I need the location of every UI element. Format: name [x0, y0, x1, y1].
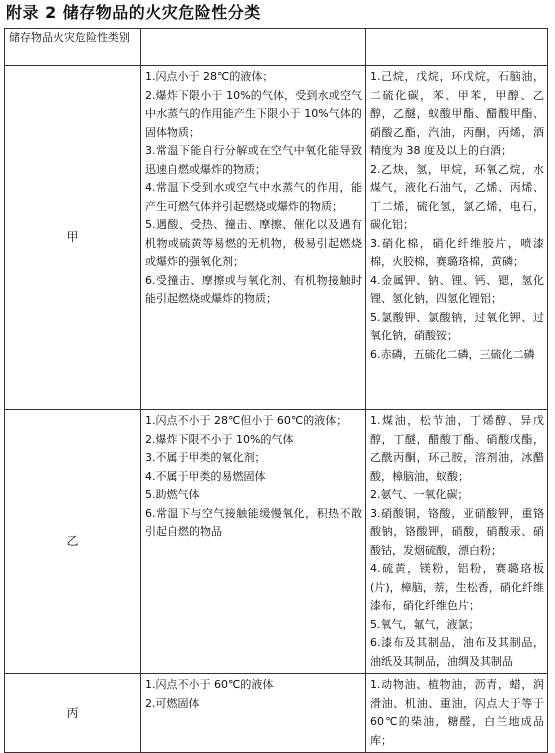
category-cell: 乙: [5, 410, 141, 674]
example-item: 4.硫黄，镁粉，铝粉，赛璐珞板(片)，樟脑，萘，生松香，硝化纤维漆布，硝化纤维色片；: [370, 562, 544, 612]
header-examples-cell: [366, 29, 548, 66]
characteristics-cell: [141, 410, 366, 674]
characteristic-item: 6.受撞击、摩擦或与氧化剂、有机物接触时能引起燃烧或爆炸的物质；: [145, 273, 362, 305]
characteristic-item: 1.闪点不小于 28℃但小于 60℃的液体；: [145, 414, 348, 427]
characteristic-item: 3.不属于甲类的氧化剂；: [145, 451, 266, 464]
example-item: 3.硝化棉，硝化纤维胶片，喷漆棉，火胶棉，赛璐珞棉，黄磷；: [370, 236, 544, 268]
example-item: 6.赤磷，五硫化二磷，三硫化二磷: [370, 347, 535, 361]
examples-cell: [366, 66, 548, 410]
example-item: 1.己烷，戊烷，环戊烷，石脑油，二硫化碳，苯、甲苯，甲醇、乙醇，乙醚，蚁酸甲酯、醋酸甲酯、硝酸乙酯，汽油，丙酮，丙烯，酒精度为 38 度及以上的白酒；: [370, 70, 544, 157]
characteristic-item: 3.常温下能自行分解或在空气中氧化能导致迅速自燃或爆炸的物质；: [145, 144, 362, 176]
example-item: 5.氧气，氟气，液氯；: [370, 617, 480, 631]
table-row: [5, 674, 548, 753]
category-cell: 甲: [5, 66, 141, 410]
characteristic-item: 2.爆炸下限小于 10%的气体，受到水或空气中水蒸气的作用能产生下限小于 10%气体的固体物质；: [145, 88, 362, 139]
page-title: 附录 2 储存物品的火灾危险性分类: [6, 3, 261, 22]
header-characteristics-cell: [141, 29, 366, 66]
table-row: [5, 410, 548, 674]
example-item: 2.氨气、一氧化碳；: [370, 488, 469, 501]
example-item: 1.煤油，松节油，丁烯醇、异戊醇，丁醚，醋酸丁酯、硝酸戊酯，乙酰丙酮，环己胺，溶剂油，冰醋酸，樟脑油，蚁酸；: [370, 414, 544, 483]
characteristic-item: 2.爆炸下限不小于 10%的气体: [145, 432, 294, 446]
characteristic-item: 5.遇酸、受热、撞击、摩擦、催化以及遇有机物或硫黄等易燃的无机物，极易引起燃烧或爆炸的强氧化剂；: [145, 218, 362, 268]
characteristic-item: 1.闪点不小于 60℃的液体: [145, 678, 274, 691]
category-cell: 丙: [5, 674, 141, 753]
characteristics-cell: [141, 66, 366, 410]
table-header-row: [5, 29, 548, 66]
hazard-classification-table: [4, 28, 548, 753]
header-category-cell: 储存物品火灾危险性类别: [5, 29, 141, 66]
example-item: 2.乙炔，氢，甲烷，环氧乙烷，水煤气，液化石油气，乙烯、丙烯、丁二烯，硫化氢，氯乙烯，电石，碳化铝；: [370, 162, 544, 231]
example-item: 6.漆布及其制品，油布及其制品，油纸及其制品，油绸及其制品: [370, 636, 544, 668]
characteristic-item: 5.助燃气体: [145, 488, 200, 501]
examples-cell: [366, 410, 548, 674]
example-item: 4.金属钾、钠、锂、钙、锶，氢化锂、氢化钠，四氢化锂铝；: [370, 273, 544, 305]
example-item: 5.氯酸钾、氯酸钠，过氧化钾、过氧化钠，硝酸铵；: [370, 310, 544, 342]
example-item: 1.动物油、植物油，沥青，蜡，润滑油、机油、重油，闪点大于等于 60℃的柴油，糖醛，白兰地成品库；: [370, 678, 544, 747]
characteristic-item: 4.常温下受到水或空气中水蒸气的作用，能产生可燃气体并引起燃烧或爆炸的物质；: [145, 181, 362, 213]
characteristics-cell: [141, 674, 366, 753]
characteristic-item: 1.闪点小于 28℃的液体；: [145, 70, 274, 83]
characteristic-item: 6.常温下与空气接触能缓慢氧化，积热不散引起自燃的物品: [145, 506, 362, 538]
table-row: [5, 66, 548, 410]
examples-cell: [366, 674, 548, 753]
characteristic-item: 2.可燃固体: [145, 696, 200, 710]
example-item: 3.硝酸铜，铬酸，亚硝酸钾，重铬酸钠，铬酸钾，硝酸，硝酸汞、硝酸钴，发烟硫酸，漂白粉；: [370, 506, 544, 557]
characteristic-item: 4.不属于甲类的易燃固体: [145, 469, 266, 483]
